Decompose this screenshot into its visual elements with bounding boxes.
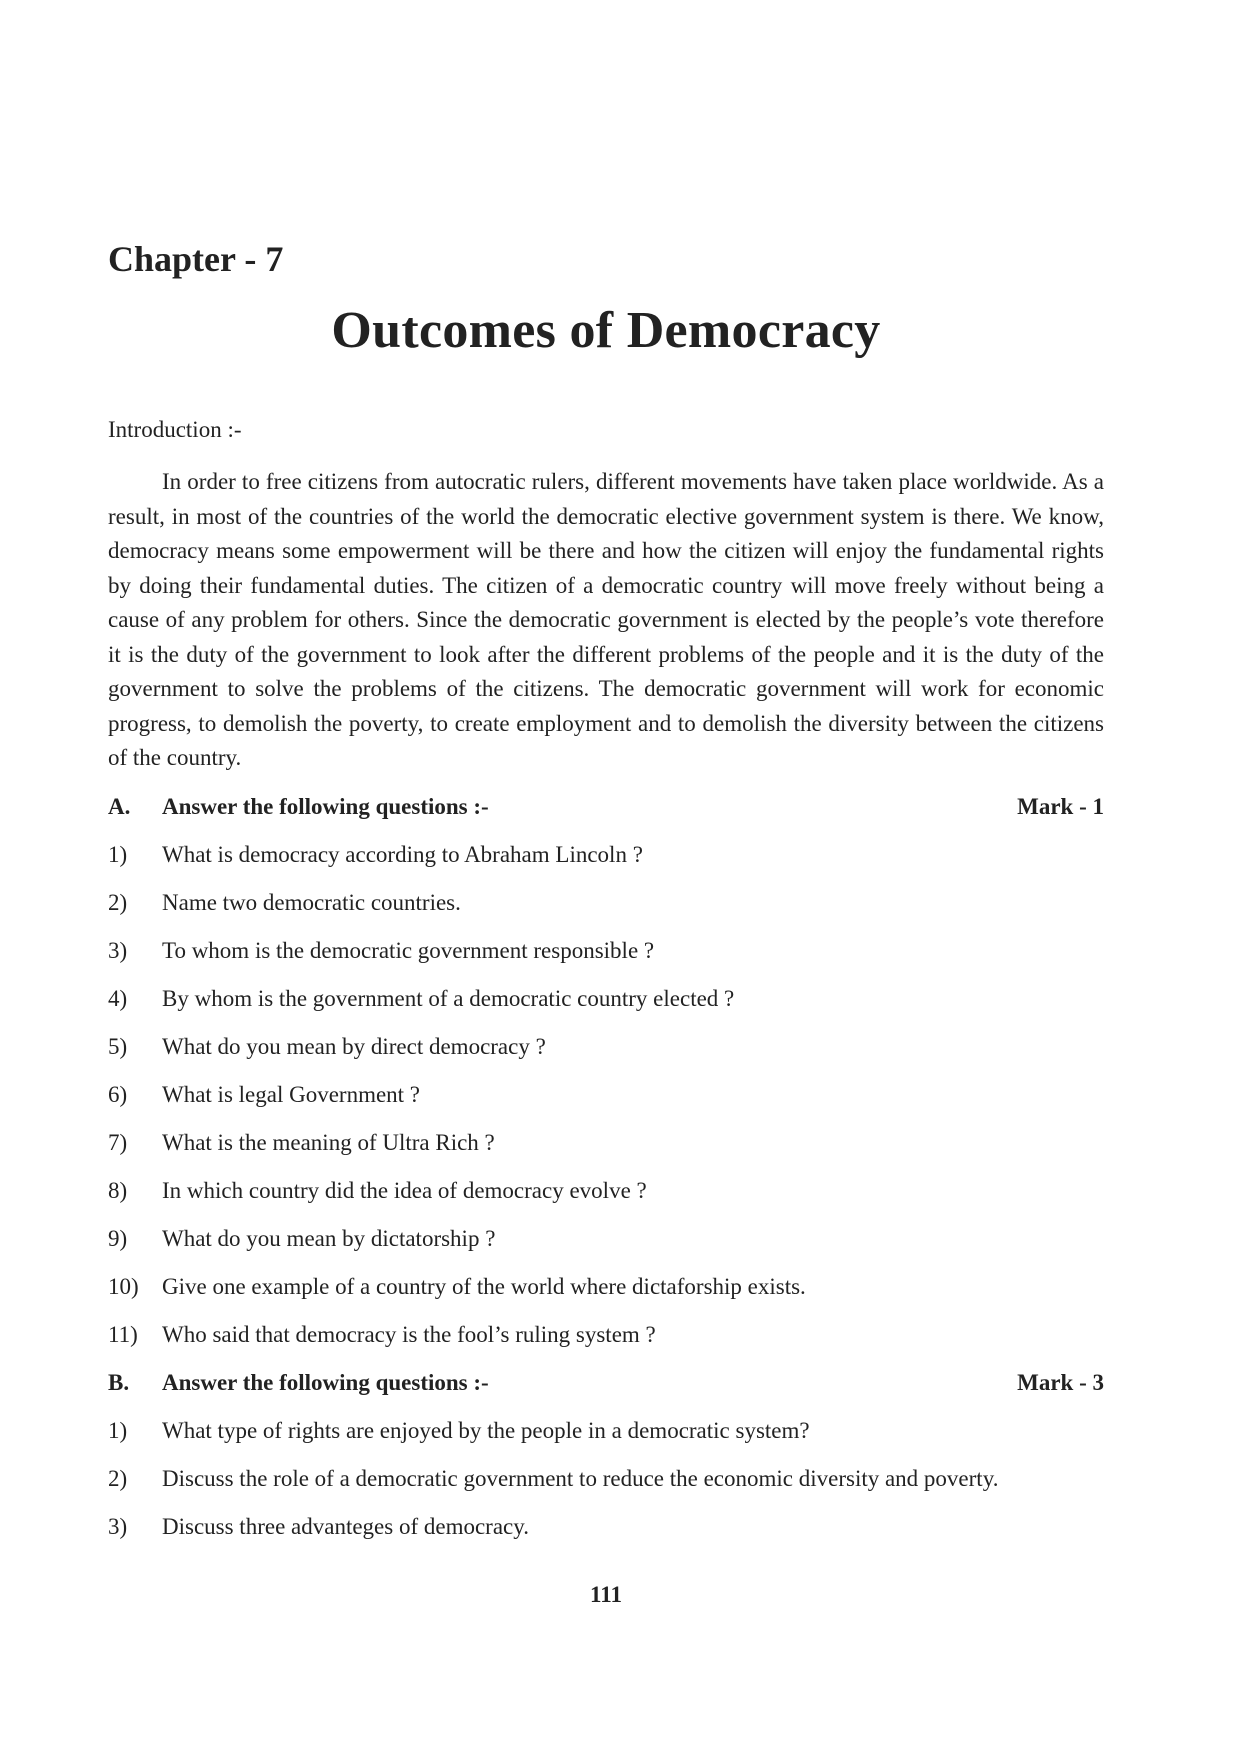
question-text: To whom is the democratic government responsible ?: [162, 938, 655, 963]
question-text: What type of rights are enjoyed by the people in a democratic system?: [162, 1418, 810, 1443]
question-number: 6): [108, 1082, 128, 1107]
question-number: 2): [108, 1466, 128, 1491]
question-text: What is legal Government ?: [162, 1082, 421, 1107]
section-letter: B.: [108, 1370, 130, 1395]
section-letter: A.: [108, 794, 131, 819]
question-number: 11): [108, 1322, 138, 1347]
question-number: 2): [108, 890, 128, 915]
chapter-label: Chapter - 7: [108, 239, 284, 279]
question-number: 1): [108, 842, 128, 867]
question-text: Discuss the role of a democratic government to reduce the economic diversity and poverty.: [162, 1466, 999, 1491]
question-item: [108, 1462, 1104, 1496]
question-text: By whom is the government of a democratic country elected ?: [162, 986, 735, 1011]
question-text: What is the meaning of Ultra Rich ?: [162, 1130, 495, 1155]
question-text: Discuss three advanteges of democracy.: [162, 1514, 530, 1539]
question-number: 10): [108, 1274, 139, 1299]
question-item: [108, 1078, 1104, 1112]
question-text: Give one example of a country of the world where dictaforship exists.: [162, 1274, 806, 1299]
section-heading: Answer the following questions :-: [162, 1370, 489, 1395]
question-number: 3): [108, 1514, 128, 1539]
question-number: 7): [108, 1130, 128, 1155]
question-text: Name two democratic countries.: [162, 890, 461, 915]
question-item: [108, 1174, 1104, 1208]
question-text: What do you mean by direct democracy ?: [162, 1034, 546, 1059]
question-number: 1): [108, 1418, 128, 1443]
question-item: [108, 1126, 1104, 1160]
question-number: 5): [108, 1034, 128, 1059]
question-number: 9): [108, 1226, 128, 1251]
question-item: [108, 886, 1104, 920]
question-number: 3): [108, 938, 128, 963]
question-item: [108, 1222, 1104, 1256]
question-text: What is democracy according to Abraham Lincoln ?: [162, 842, 643, 867]
question-item: [108, 1510, 1104, 1544]
section-mark: Mark - 3: [1017, 1370, 1104, 1395]
introduction-label: Introduction :-: [108, 417, 242, 442]
question-item: [108, 1270, 1104, 1304]
question-item: [108, 1030, 1104, 1064]
section-a-header: [108, 790, 1104, 824]
section-mark: Mark - 1: [1017, 794, 1104, 819]
question-number: 8): [108, 1178, 128, 1203]
question-item: [108, 838, 1104, 872]
question-item: [108, 1414, 1104, 1448]
question-item: [108, 982, 1104, 1016]
section-b-header: [108, 1366, 1104, 1400]
question-item: [108, 934, 1104, 968]
question-text: What do you mean by dictatorship ?: [162, 1226, 496, 1251]
introduction-paragraph: In order to free citizens from autocratic rulers, different movements have taken place worldwide. As a result, in most of the countries of the world the democratic elective government system is there. We know, democracy means some empowerment will be there and how the citizen will enjoy the fundamental rights by doing their fundamental duties. The citizen of a democratic country will move freely without being a cause of any problem for others. Since the democratic government is elected by the people’s vote therefore it is the duty of the government to look after the different problems of the people and it is the duty of the government to solve the problems of the citizens. The democratic government will work for economic progress, to demolish the poverty, to create employment and to demolish the diversity between the citizens of the country.: [108, 469, 1104, 770]
section-heading: Answer the following questions :-: [162, 794, 489, 819]
question-text: Who said that democracy is the fool’s ruling system ?: [162, 1322, 656, 1347]
page-number: 111: [590, 1582, 622, 1607]
question-text: In which country did the idea of democracy evolve ?: [162, 1178, 647, 1203]
chapter-title: Outcomes of Democracy: [331, 302, 881, 359]
document-page: [108, 0, 1104, 1755]
question-number: 4): [108, 986, 128, 1011]
question-item: [108, 1318, 1104, 1352]
